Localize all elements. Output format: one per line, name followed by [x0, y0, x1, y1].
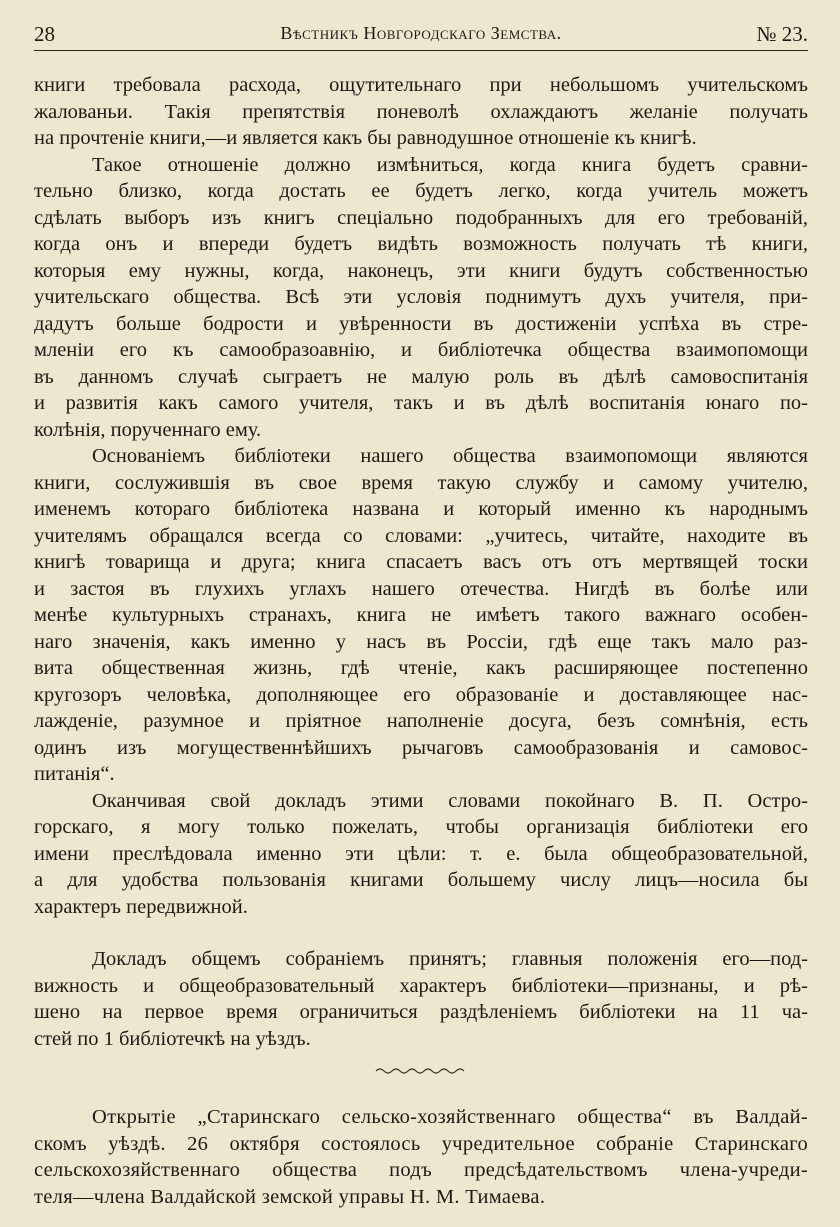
- text-line: Докладъ общемъ собраніемъ принятъ; главныя положенія его—под-: [92, 948, 808, 970]
- paragraph-6: [34, 1104, 808, 1210]
- text-line: Основаніемъ библіотеки нашего общества взаимопомощи являются: [92, 445, 808, 467]
- text-line: кругозоръ человѣка, дополняющее его образованіе и доставляющее нас-: [34, 683, 808, 706]
- paragraph-3: [34, 443, 808, 788]
- text-line: лажденіе, разумное и пріятное наполненіе досуга, безъ сомнѣнія, есть: [34, 710, 808, 732]
- text-line: сдѣлать выборъ изъ книгъ спеціально подобранныхъ для его требованій,: [34, 206, 808, 229]
- text-line: сельскохозяйственнаго общества подъ предсѣдательствомъ члена-учреди-: [34, 1159, 808, 1181]
- text-line: и застоя въ глухихъ углахъ нашего отечества. Нигдѣ въ болѣе или: [34, 577, 808, 600]
- text-line: дадутъ больше бодрости и увѣренности въ достиженіи успѣха въ стре-: [34, 312, 808, 335]
- text-line: колѣнія, порученнаго ему.: [34, 418, 262, 441]
- text-line: тельно близко, когда достать ее будетъ легко, когда учитель можетъ: [34, 180, 808, 202]
- running-title: Вѣстникъ Новгородскаго Земства.: [280, 23, 562, 43]
- text-line: жалованьи. Такія препятствія поневолѣ охлаждаютъ желаніе получать: [34, 100, 808, 123]
- text-line: въ данномъ случаѣ сыграетъ не малую роль въ дѣлѣ самовоспитанія: [34, 365, 808, 388]
- text-line: имени преслѣдовала именно эти цѣли: т. е. была общеобразовательной,: [34, 842, 808, 865]
- text-line: Оканчивая свой докладъ этими словами покойнаго В. П. Остро-: [92, 789, 808, 812]
- text-line: Такое отношеніе должно измѣниться, когда книга будетъ сравни-: [92, 153, 808, 176]
- text-line: наго значенія, какъ именно у насъ въ Россіи, гдѣ еще такъ мало раз-: [34, 630, 808, 653]
- text-line: стей по 1 библіотечкѣ на уѣздъ.: [34, 1027, 311, 1050]
- text-line: именемъ котораго библіотека названа и который именно къ народнымъ: [34, 498, 808, 520]
- text-line: одинъ изъ могущественнѣйшихъ рычаговъ самообразованія и самовос-: [34, 736, 808, 759]
- paragraph-4: [34, 788, 808, 921]
- page-header: [34, 22, 808, 51]
- issue-number: № 23.: [756, 22, 808, 46]
- paragraph-spacer: [34, 920, 808, 946]
- wavy-divider: [374, 1066, 469, 1076]
- text-line: Открытіе „Старинскаго сельско-хозяйственнаго общества“ въ Валдай-: [92, 1106, 808, 1128]
- section-spacer: [34, 1094, 808, 1104]
- text-line: которыя ему нужны, когда, наконецъ, эти книги будутъ собственностью: [34, 259, 808, 282]
- paragraph-2: [34, 152, 808, 444]
- text-line: менѣе культурныхъ странахъ, книга не имѣетъ такого важнаго особен-: [34, 604, 808, 626]
- text-line: книги, сослужившія въ свое время такую службу и самому учителю,: [34, 471, 808, 494]
- text-line: теля—члена Валдайской земской управы Н. М. Тимаева.: [34, 1185, 546, 1208]
- text-line: а для удобства пользованія книгами большему числу лицъ—носила бы: [34, 869, 808, 891]
- text-line: горскаго, я могу только пожелать, чтобы организація библіотеки его: [34, 816, 808, 838]
- text-line: и развитія какъ самого учителя, такъ и въ дѣлѣ воспитанія юнаго по-: [34, 392, 808, 414]
- text-line: учителямъ обращался всегда со словами: „учитесь, читайте, находите въ: [34, 524, 808, 547]
- text-line: мленіи его къ самообразоавнію, и библіотечка общества взаимопомощи: [34, 339, 808, 361]
- article-body: [34, 72, 808, 1210]
- text-line: скомъ уѣздѣ. 26 октября состоялось учредительное собраніе Старинскаго: [34, 1132, 808, 1155]
- text-line: книгѣ товарища и друга; книга спасаетъ васъ отъ отъ мертвящей тоски: [34, 551, 808, 573]
- text-line: книги требовала расхода, ощутительнаго при небольшомъ учительскомъ: [34, 74, 808, 96]
- paragraph-5: [34, 946, 808, 1052]
- text-line: на прочтеніе книги,—и является какъ бы равнодушное отношеніе къ книгѣ.: [34, 127, 697, 149]
- text-line: вита общественная жизнь, гдѣ чтеніе, какъ расширяющее постепенно: [34, 657, 808, 679]
- text-line: когда онъ и впереди будетъ видѣть возможность получать тѣ книги,: [34, 233, 808, 255]
- text-line: учительскаго общества. Всѣ эти условія поднимутъ духъ учителя, при-: [34, 286, 808, 308]
- text-line: вижность и общеобразовательный характеръ библіотеки—признаны, и рѣ-: [34, 974, 808, 997]
- paragraph-1: [34, 72, 808, 152]
- page-number: 28: [34, 22, 55, 46]
- text-line: шено на первое время ограничиться раздѣленіемъ библіотеки на 11 ча-: [34, 1001, 808, 1023]
- text-line: характеръ передвижной.: [34, 895, 248, 918]
- text-line: питанія“.: [34, 763, 115, 785]
